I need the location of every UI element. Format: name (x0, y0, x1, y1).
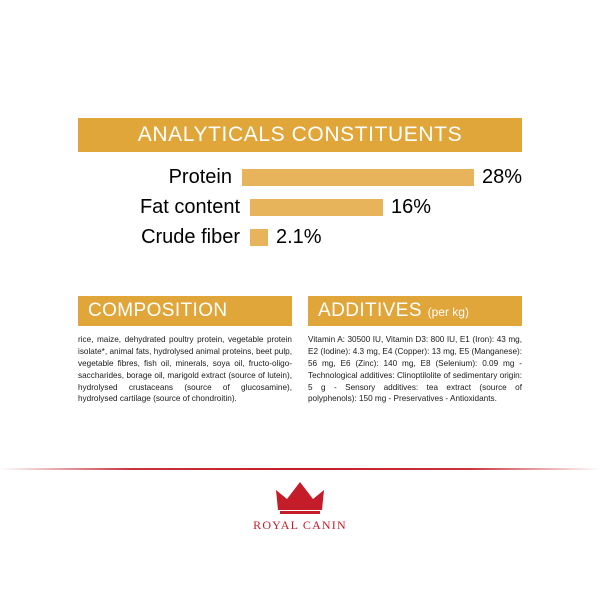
additives-title-sub: (per kg) (427, 305, 469, 319)
nutrient-row (78, 224, 522, 250)
additives-title: ADDITIVES (318, 300, 422, 321)
nutrient-bar-fat-content (250, 199, 383, 216)
additives-panel (308, 296, 522, 405)
composition-panel (78, 296, 292, 405)
nutrient-row (78, 194, 522, 220)
brand-name: ROYAL CANIN (253, 518, 347, 532)
nutrient-row (78, 164, 522, 190)
analytical-constituents-title: ANALYTICALS CONSTITUENTS (78, 118, 522, 152)
composition-title: COMPOSITION (88, 300, 228, 321)
nutrient-label-fat-content: Fat content (139, 195, 240, 218)
nutrient-label-protein: Protein (168, 165, 232, 188)
nutrient-bar-protein (242, 169, 474, 186)
crown-icon (274, 480, 326, 514)
nutrient-bar-wrap-fat-content (250, 195, 522, 218)
brand-logo (0, 470, 600, 534)
nutrient-bar-crude-fiber (250, 229, 268, 246)
nutrient-value-protein: 28% (481, 165, 522, 188)
nutrient-label-crude-fiber: Crude fiber (141, 225, 240, 248)
info-panels (78, 296, 522, 405)
nutrient-value-crude-fiber: 2.1% (276, 225, 322, 248)
nutrient-value-fat-content: 16% (391, 195, 432, 218)
additives-body: Vitamin A: 30500 IU, Vitamin D3: 800 IU, E1 (Iron): 43 mg, E2 (Iodine): 4.3 mg, E4 (Copper): 13 mg, E5 (Manganese): 56 mg, E6 (Zinc): 140 mg, E8 (Selenium): 0.09 mg - Technological additives: Clinoptilolite of sedimentary origin: 5 g - Sensory additives: tea extract (source of polyphenols): 150 mg - Preservatives - Antioxidants. (308, 335, 522, 404)
analytical-constituents-section (78, 118, 522, 254)
composition-title-bar (78, 296, 292, 326)
composition-body: rice, maize, dehydrated poultry protein, vegetable protein isolate*, animal fats, hydrolysed animal proteins, beet pulp, vegetable fibres, fish oil, minerals, soya oil, fructo-oligo-saccharides, borage oil, marigold extract (source of lutein), hydrolysed crustaceans (source of glucosamine), hydrolysed cartilage (source of chondroitin). (78, 335, 292, 404)
nutrient-bar-wrap-protein (242, 165, 522, 188)
additives-title-bar (308, 296, 522, 326)
nutrient-bar-wrap-crude-fiber (250, 225, 522, 248)
nutrient-bar-chart (78, 164, 522, 250)
